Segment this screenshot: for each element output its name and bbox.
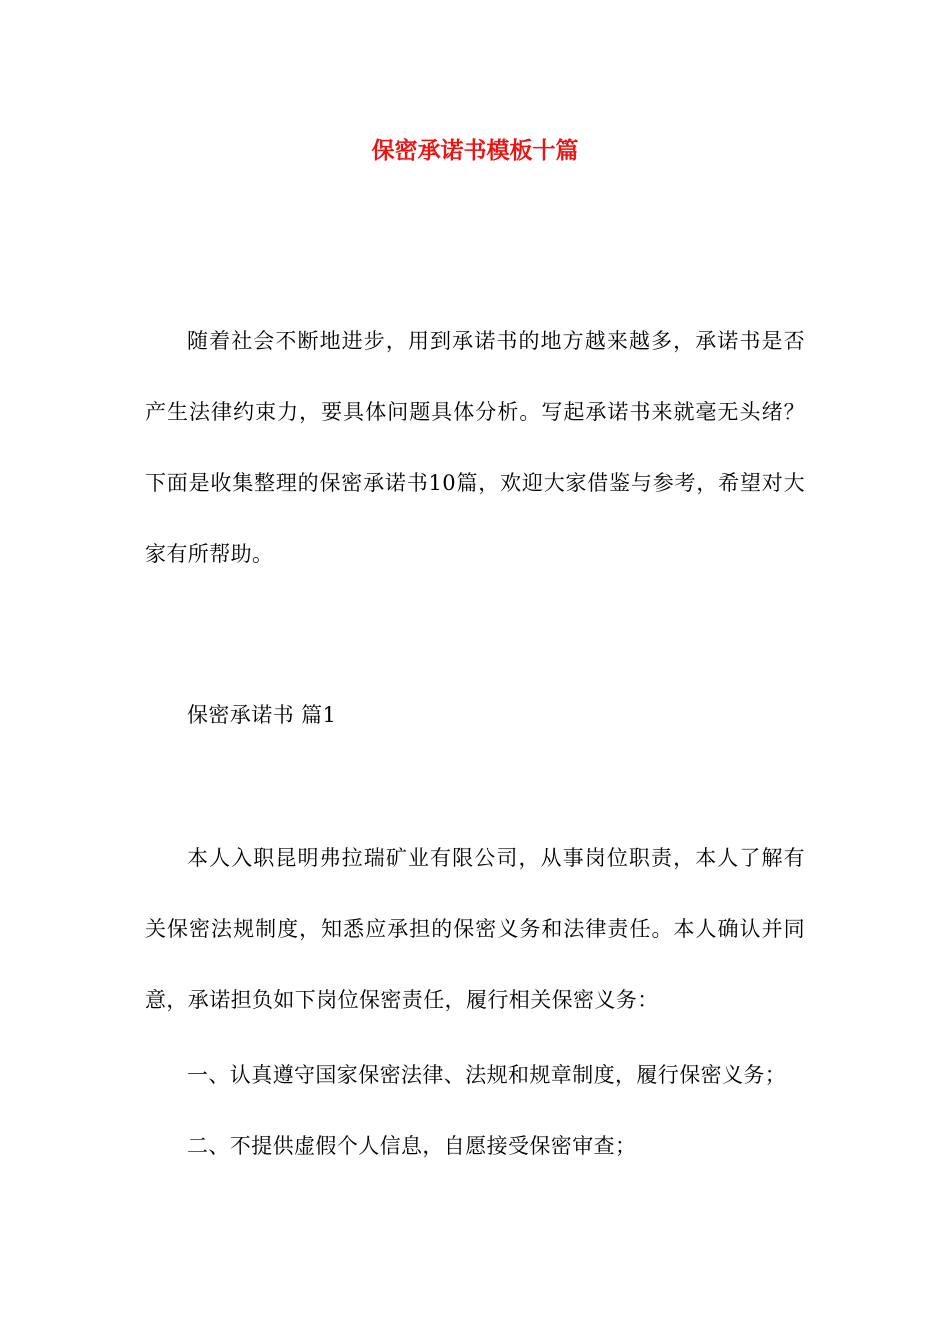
list-item: 二、不提供虚假个人信息，自愿接受保密审查； bbox=[187, 1134, 637, 1158]
list-item: 一、认真遵守国家保密法律、法规和规章制度，履行保密义务； bbox=[187, 1063, 787, 1087]
section-heading: 保密承诺书 篇1 bbox=[187, 703, 337, 727]
body-paragraph: 本人入职昆明弗拉瑞矿业有限公司，从事岗位职责，本人了解有关保密法规制度，知悉应承担的保密义务和法律责任。本人确认并同意，承诺担负如下岗位保密责任，履行相关保密义务： bbox=[145, 846, 805, 1012]
document-title: 保密承诺书模板十篇 bbox=[371, 137, 579, 164]
intro-paragraph: 随着社会不断地进步，用到承诺书的地方越来越多，承诺书是否产生法律约束力，要具体问题具体分析。写起承诺书来就毫无头绪？下面是收集整理的保密承诺书10篇，欢迎大家借鉴与参考，希望对大家有所帮助。 bbox=[145, 329, 805, 566]
